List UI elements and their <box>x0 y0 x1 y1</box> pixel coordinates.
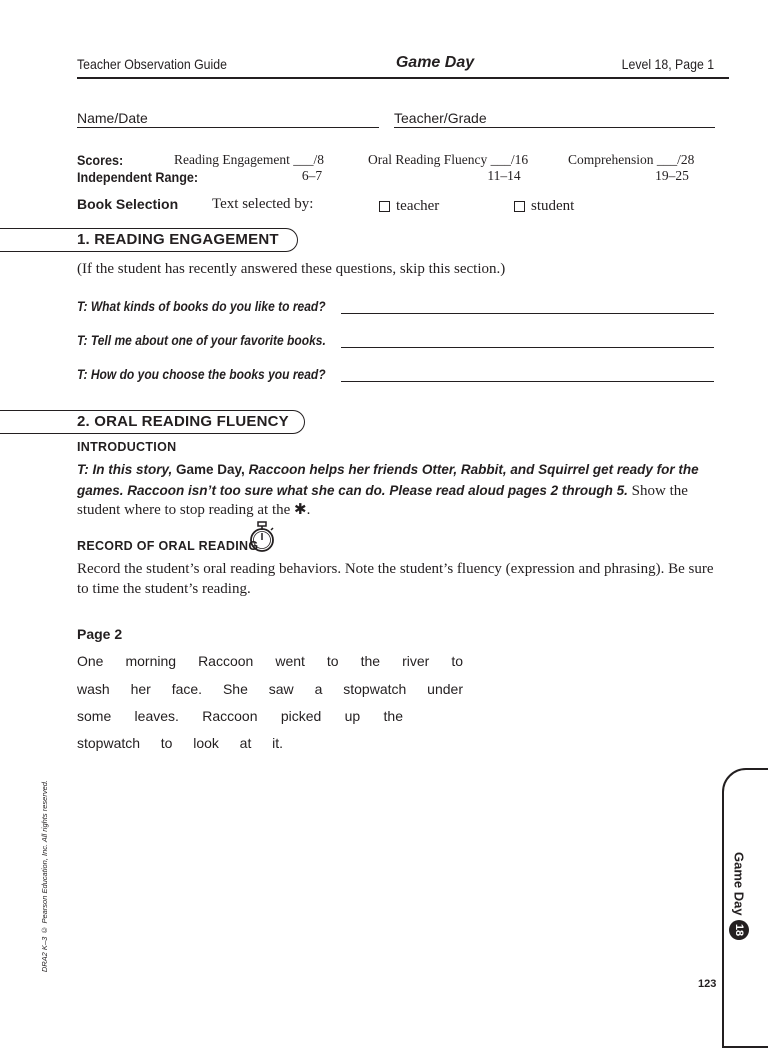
header-level-page: Level 18, Page 1 <box>621 56 714 72</box>
story-line-4: stopwatch to look at it. <box>77 735 283 751</box>
score-engagement: Reading Engagement ___/8 <box>174 152 324 167</box>
book-selection-label: Book Selection <box>77 196 179 212</box>
story-line-1: One morning Raccoon went to the river to <box>77 653 463 669</box>
intro-prompt: T: In this story, <box>77 462 173 477</box>
independent-range-label: Independent Range: <box>77 169 199 185</box>
level-badge <box>729 920 749 940</box>
header-guide-label: Teacher Observation Guide <box>77 56 227 72</box>
answer-line-1[interactable] <box>341 313 714 314</box>
side-tab-label <box>724 852 754 952</box>
teacher-grade-label: Teacher/Grade <box>394 110 487 126</box>
intro-instruction: Show the student where to stop reading at the <box>77 482 688 518</box>
question-3: T: How do you choose the books you read? <box>77 366 326 382</box>
student-option-label: student <box>531 198 575 214</box>
introduction-label: INTRODUCTION <box>77 440 177 454</box>
teacher-option-label: teacher <box>396 198 440 214</box>
intro-book-title: Game Day, <box>176 462 245 477</box>
page-label: Page 2 <box>77 626 123 642</box>
side-tab-title: Game Day <box>731 852 747 916</box>
introduction-text <box>77 460 717 521</box>
student-checkbox[interactable] <box>514 201 525 212</box>
page-number: 123 <box>698 978 717 990</box>
question-2: T: Tell me about one of your favorite books. <box>77 332 326 348</box>
question-1: T: What kinds of books do you like to read? <box>77 298 326 314</box>
header-rule <box>77 77 729 79</box>
section2-title: 2. ORAL READING FLUENCY <box>77 413 289 430</box>
intro-period: . <box>306 502 311 518</box>
record-oral-reading-label: RECORD OF ORAL READING <box>77 539 259 553</box>
teacher-grade-line[interactable] <box>394 127 715 128</box>
answer-line-3[interactable] <box>341 381 714 382</box>
story-line-2: wash her face. She saw a stopwatch under <box>77 681 463 697</box>
intro-prompt-cont: Raccoon helps her friends Otter, Rabbit, and Squirrel get ready for the games. Raccoon isn’t too sure what she can do. Please read aloud pages 2 through 5. <box>77 462 699 498</box>
name-date-line[interactable] <box>77 127 379 128</box>
section1-title: 1. READING ENGAGEMENT <box>77 231 279 248</box>
score-fluency: Oral Reading Fluency ___/16 <box>368 152 529 167</box>
range-engagement: 6–7 <box>301 168 323 183</box>
stop-star-icon: ✱ <box>294 502 307 518</box>
answer-line-2[interactable] <box>341 347 714 348</box>
score-comprehension: Comprehension ___/28 <box>568 152 695 167</box>
scores-label: Scores: <box>77 152 124 168</box>
range-comprehension: 19–25 <box>655 168 689 183</box>
record-text: Record the student’s oral reading behaviors. Note the student’s fluency (expression and phrasing). Be sure to time the student’s reading. <box>77 561 714 597</box>
header-title: Game Day <box>395 54 475 71</box>
copyright-notice <box>40 780 64 980</box>
option-student[interactable] <box>514 198 574 215</box>
section1-note: (If the student has recently answered these questions, skip this section.) <box>77 261 506 277</box>
name-date-label: Name/Date <box>77 110 148 126</box>
level-badge-number: 18 <box>733 923 745 936</box>
story-line-3: some leaves. Raccoon picked up the <box>77 708 403 724</box>
teacher-checkbox[interactable] <box>379 201 390 212</box>
stopwatch-icon <box>248 521 276 553</box>
option-teacher[interactable] <box>379 198 439 215</box>
copyright-text: DRA2 K–3 © Pearson Education, Inc. All rights reserved. <box>40 780 49 973</box>
range-fluency: 11–14 <box>487 168 521 183</box>
text-selected-by-label: Text selected by: <box>212 196 314 212</box>
